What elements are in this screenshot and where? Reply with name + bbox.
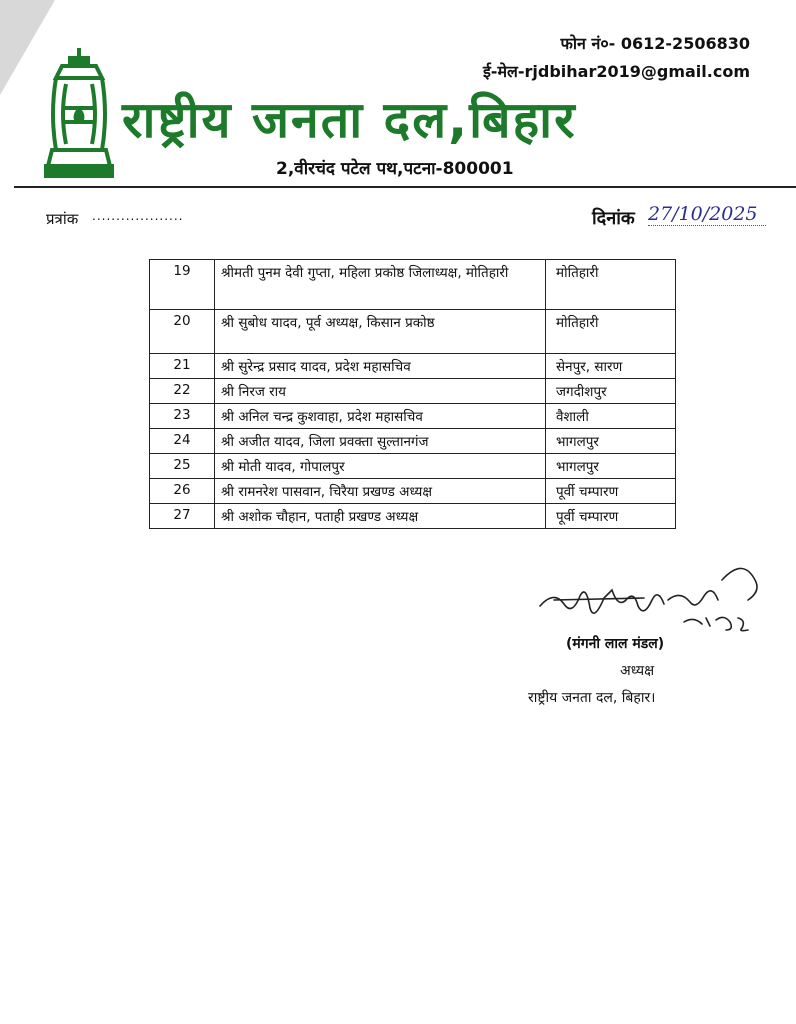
table-row bbox=[150, 404, 676, 429]
member-location: भागलपुर bbox=[546, 429, 676, 454]
handwritten-date: 27/10/2025 bbox=[648, 203, 766, 226]
member-description: श्रीमती पुनम देवी गुप्ता, महिला प्रकोष्ठ जिलाध्यक्ष, मोतिहारी bbox=[215, 260, 546, 310]
table-row bbox=[150, 454, 676, 479]
party-name-heading: राष्ट्रीय जनता दल,बिहार bbox=[122, 91, 577, 149]
member-description: श्री रामनरेश पासवान, चिरैया प्रखण्ड अध्यक्ष bbox=[215, 479, 546, 504]
office-address: 2,वीरचंद पटेल पथ,पटना-800001 bbox=[276, 159, 514, 179]
signatory-name: (मंगनी लाल मंडल) bbox=[566, 636, 665, 652]
member-location: पूर्वी चम्पारण bbox=[546, 479, 676, 504]
member-location: भागलपुर bbox=[546, 454, 676, 479]
table-row bbox=[150, 260, 676, 310]
row-number: 22 bbox=[150, 379, 215, 404]
member-description: श्री सुरेन्द्र प्रसाद यादव, प्रदेश महासचिव bbox=[215, 354, 546, 379]
member-location: सेनपुर, सारण bbox=[546, 354, 676, 379]
member-description: श्री अनिल चन्द्र कुशवाहा, प्रदेश महासचिव bbox=[215, 404, 546, 429]
table-row bbox=[150, 354, 676, 379]
row-number: 25 bbox=[150, 454, 215, 479]
row-number: 24 bbox=[150, 429, 215, 454]
member-description: श्री निरज राय bbox=[215, 379, 546, 404]
header-divider bbox=[14, 186, 796, 188]
signatory-title: अध्यक्ष bbox=[620, 663, 655, 679]
table-row bbox=[150, 379, 676, 404]
member-description: श्री मोती यादव, गोपालपुर bbox=[215, 454, 546, 479]
reference-label: प्रत्रांक bbox=[46, 210, 79, 228]
member-table-body bbox=[150, 260, 676, 529]
phone-number: फोन नं०- 0612-2506830 bbox=[560, 34, 750, 53]
member-description: श्री अजीत यादव, जिला प्रवक्ता सुल्तानगंज bbox=[215, 429, 546, 454]
member-location: मोतिहारी bbox=[546, 310, 676, 354]
table-row bbox=[150, 479, 676, 504]
row-number: 19 bbox=[150, 260, 215, 310]
member-location: पूर्वी चम्पारण bbox=[546, 504, 676, 529]
table-row bbox=[150, 310, 676, 354]
signatory-organization: राष्ट्रीय जनता दल, बिहार। bbox=[528, 690, 656, 706]
row-number: 20 bbox=[150, 310, 215, 354]
row-number: 23 bbox=[150, 404, 215, 429]
lantern-icon bbox=[42, 44, 116, 184]
member-location: वैशाली bbox=[546, 404, 676, 429]
table-row bbox=[150, 429, 676, 454]
member-location: जगदीशपुर bbox=[546, 379, 676, 404]
member-location: मोतिहारी bbox=[546, 260, 676, 310]
row-number: 21 bbox=[150, 354, 215, 379]
member-description: श्री सुबोध यादव, पूर्व अध्यक्ष, किसान प्रकोष्ठ bbox=[215, 310, 546, 354]
table-row bbox=[150, 504, 676, 529]
email-address: ई-मेल-rjdbihar2019@gmail.com bbox=[482, 62, 750, 81]
row-number: 27 bbox=[150, 504, 215, 529]
signature-image bbox=[534, 560, 774, 640]
member-description: श्री अशोक चौहान, पताही प्रखण्ड अध्यक्ष bbox=[215, 504, 546, 529]
date-label: दिनांक bbox=[592, 208, 635, 229]
member-table bbox=[149, 259, 676, 529]
row-number: 26 bbox=[150, 479, 215, 504]
reference-blank: ................... bbox=[92, 209, 184, 223]
